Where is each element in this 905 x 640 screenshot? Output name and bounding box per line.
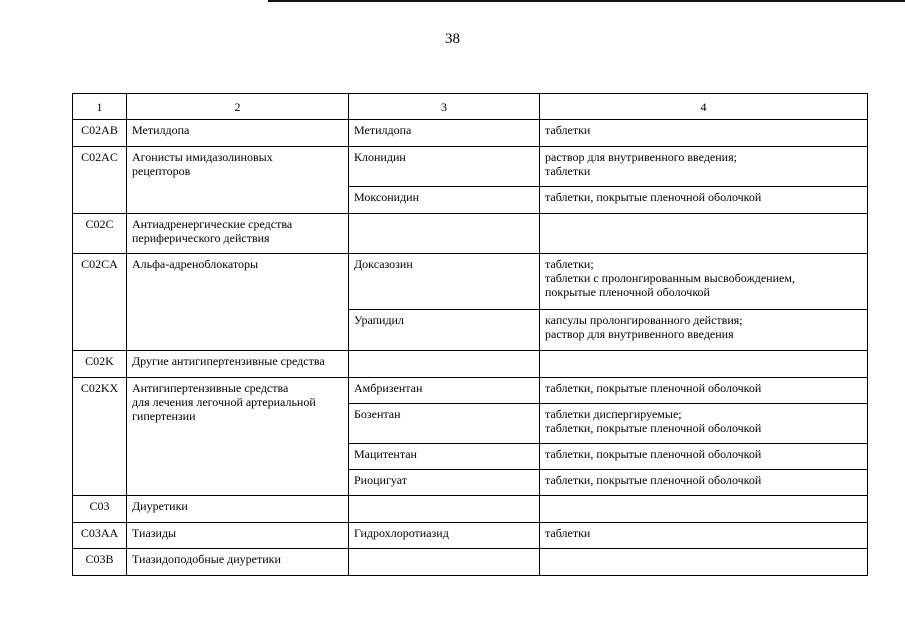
atc-code: C03AA xyxy=(73,523,127,549)
table-row xyxy=(73,496,868,523)
group-name: Метилдопа xyxy=(127,120,349,147)
dosage-form xyxy=(540,549,868,576)
dosage-form xyxy=(540,214,868,254)
atc-code: C02KX xyxy=(73,378,127,496)
dosage-form xyxy=(540,351,868,378)
column-header-4: 4 xyxy=(540,94,868,120)
drug-name: Клонидин xyxy=(349,147,540,187)
drug-name: Гидрохлоротиазид xyxy=(349,523,540,549)
table-row xyxy=(73,147,868,187)
drug-name: Метилдопа xyxy=(349,120,540,147)
drug-table xyxy=(72,93,868,576)
group-name: Антигипертензивные средства для лечения легочной артериальной гипертензии xyxy=(127,378,349,496)
drug-name: Амбризентан xyxy=(349,378,540,404)
atc-code: C02AC xyxy=(73,147,127,214)
dosage-form: таблетки; таблетки с пролонгированным высвобождением, покрытые пленочной оболочкой xyxy=(540,254,868,310)
table-row xyxy=(73,254,868,310)
atc-code: C02C xyxy=(73,214,127,254)
drug-name xyxy=(349,214,540,254)
drug-name: Мацитентан xyxy=(349,444,540,470)
table-row xyxy=(73,378,868,404)
drug-name: Бозентан xyxy=(349,404,540,444)
dosage-form: таблетки, покрытые пленочной оболочкой xyxy=(540,444,868,470)
top-rule xyxy=(268,0,905,2)
group-name: Диуретики xyxy=(127,496,349,523)
group-name: Альфа-адреноблокаторы xyxy=(127,254,349,351)
atc-code: C02K xyxy=(73,351,127,378)
drug-name: Риоцигуат xyxy=(349,470,540,496)
table-row xyxy=(73,214,868,254)
group-name: Тиазиды xyxy=(127,523,349,549)
dosage-form: таблетки, покрытые пленочной оболочкой xyxy=(540,470,868,496)
table-row xyxy=(73,549,868,576)
group-name: Тиазидоподобные диуретики xyxy=(127,549,349,576)
dosage-form: таблетки диспергируемые; таблетки, покрытые пленочной оболочкой xyxy=(540,404,868,444)
group-name: Другие антигипертензивные средства xyxy=(127,351,349,378)
atc-code: C02CA xyxy=(73,254,127,351)
dosage-form: таблетки xyxy=(540,120,868,147)
dosage-form xyxy=(540,496,868,523)
column-header-1: 1 xyxy=(73,94,127,120)
page-number: 38 xyxy=(445,31,460,47)
table-row xyxy=(73,120,868,147)
header-row xyxy=(73,94,868,120)
group-name: Агонисты имидазолиновых рецепторов xyxy=(127,147,349,214)
drug-name: Доксазозин xyxy=(349,254,540,310)
dosage-form: таблетки, покрытые пленочной оболочкой xyxy=(540,378,868,404)
dosage-form: таблетки, покрытые пленочной оболочкой xyxy=(540,187,868,214)
atc-code: C02AB xyxy=(73,120,127,147)
atc-code: C03B xyxy=(73,549,127,576)
table-row xyxy=(73,351,868,378)
drug-name: Моксонидин xyxy=(349,187,540,214)
dosage-form: капсулы пролонгированного действия; раствор для внутривенного введения xyxy=(540,310,868,351)
drug-name: Урапидил xyxy=(349,310,540,351)
drug-name xyxy=(349,351,540,378)
drug-name xyxy=(349,549,540,576)
column-header-3: 3 xyxy=(349,94,540,120)
column-header-2: 2 xyxy=(127,94,349,120)
dosage-form: раствор для внутривенного введения; таблетки xyxy=(540,147,868,187)
drug-name xyxy=(349,496,540,523)
group-name: Антиадренергические средства периферического действия xyxy=(127,214,349,254)
table-row xyxy=(73,523,868,549)
dosage-form: таблетки xyxy=(540,523,868,549)
atc-code: C03 xyxy=(73,496,127,523)
